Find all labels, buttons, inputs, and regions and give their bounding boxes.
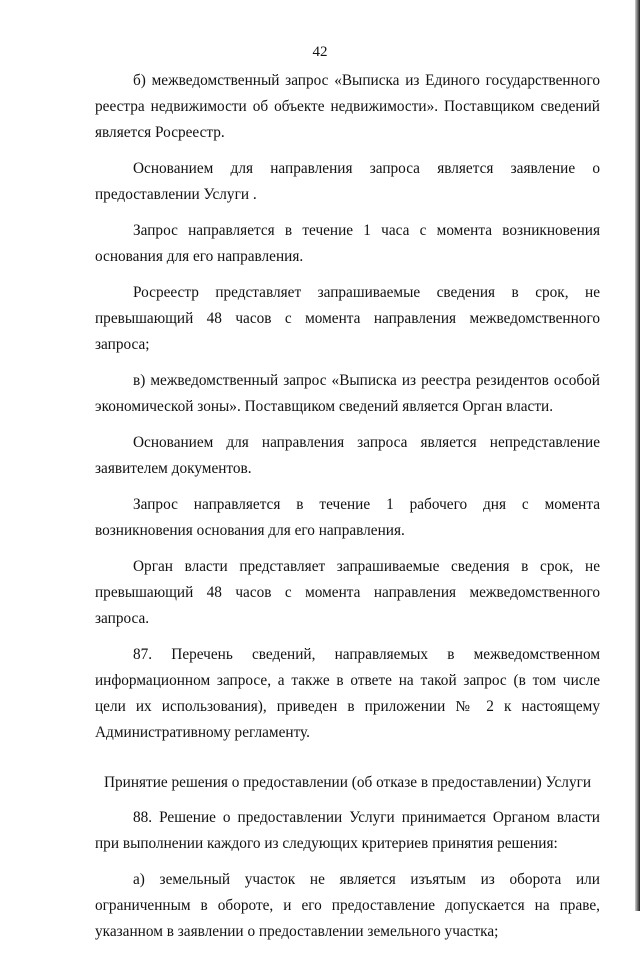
page-number: 42 <box>312 44 328 60</box>
paragraph-b-request: б) межведомственный запрос «Выписка из Единого государственного реестра недвижимости об объекте недвижимости». Поставщиком сведений является Росреестр. <box>95 72 600 141</box>
paragraph-88: 88. Решение о предоставлении Услуги принимается Органом власти при выполнении каждого из следующих критериев принятия решения: <box>95 809 600 852</box>
paragraph-v-request: в) межведомственный запрос «Выписка из реестра резидентов особой экономической зоны». Поставщиком сведений является Орган власти. <box>95 372 600 415</box>
paragraph-rosreestr-term: Росреестр представляет запрашиваемые сведения в срок, не превышающий 48 часов с момента направления межведомственного запроса; <box>95 284 600 353</box>
paragraph-timing-1: Запрос направляется в течение 1 часа с момента возникновения основания для его направления. <box>95 222 600 265</box>
paragraph-basis-1: Основанием для направления запроса является заявление о предоставлении Услуги . <box>95 160 600 203</box>
section-heading: Принятие решения о предоставлении (об отказе в предоставлении) Услуги <box>103 774 592 791</box>
paragraph-timing-2: Запрос направляется в течение 1 рабочего дня с момента возникновения основания для его направления. <box>95 496 600 539</box>
paragraph-87: 87. Перечень сведений, направляемых в межведомственном информационном запросе, а также в ответе на такой запрос (в том числе цели их использования), приведен в приложении № 2 к настоящему Административному регламенту. <box>95 646 600 741</box>
paragraph-a-criterion: а) земельный участок не является изъятым из оборота или ограниченным в обороте, и его предоставление допускается на праве, указанном в заявлении о предоставлении земельного участка; <box>95 871 600 940</box>
paragraph-authority-term: Орган власти представляет запрашиваемые сведения в срок, не превышающий 48 часов с момента направления межведомственного запроса. <box>95 558 600 627</box>
paragraph-basis-2: Основанием для направления запроса является непредставление заявителем документов. <box>95 434 600 477</box>
scan-edge <box>635 0 640 911</box>
document-body <box>95 68 600 955</box>
